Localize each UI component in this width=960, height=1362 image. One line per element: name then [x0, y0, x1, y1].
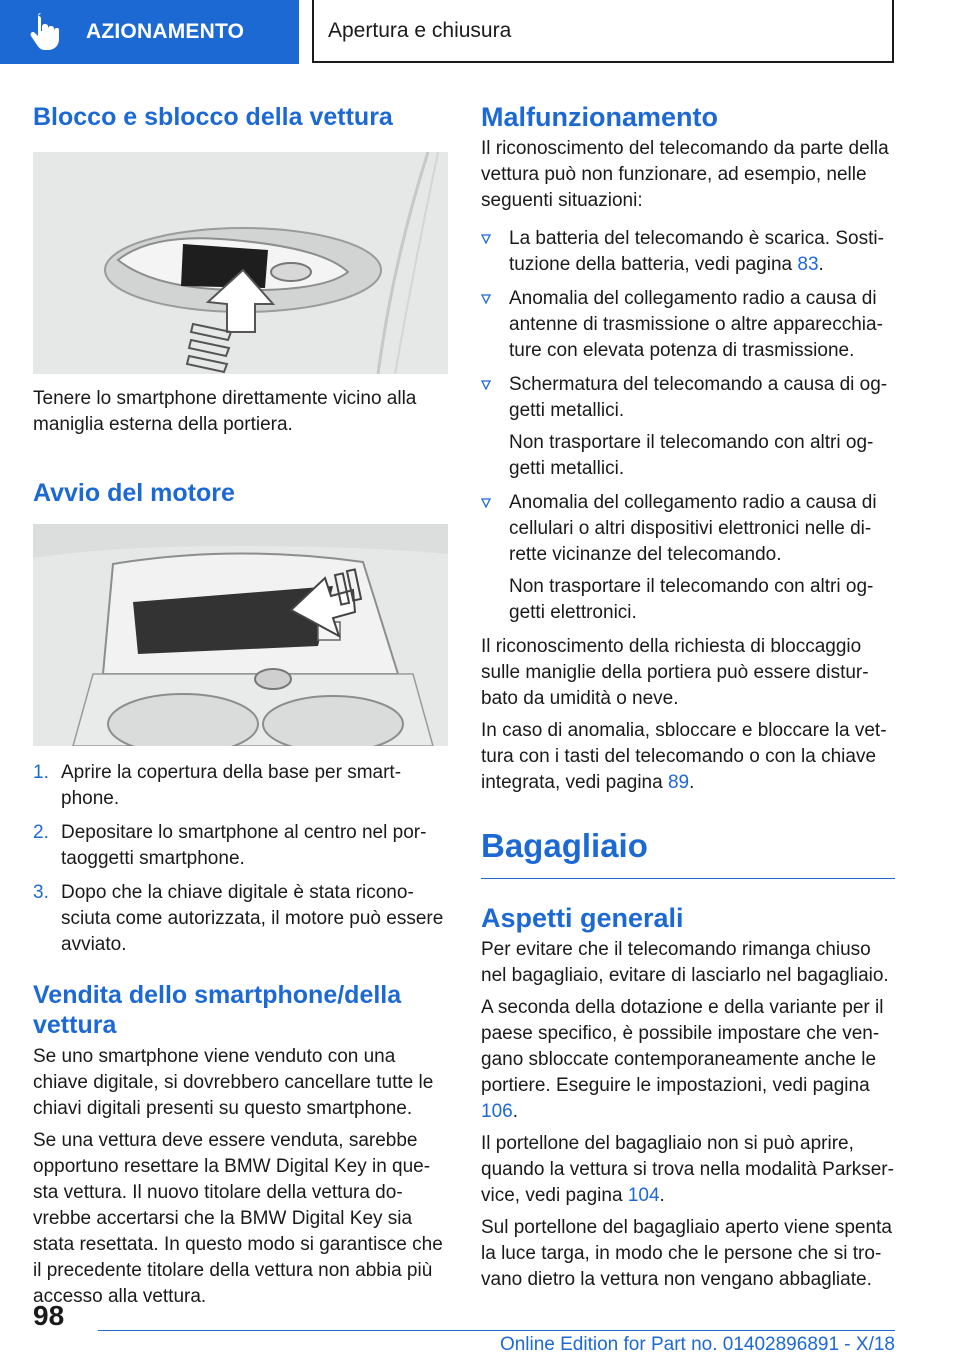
steps-list	[33, 760, 448, 958]
step-number: 1.	[33, 762, 49, 783]
right-column	[481, 96, 895, 1293]
chapter-title: Apertura e chiusura	[328, 18, 512, 42]
list-item	[33, 820, 448, 872]
list-item	[33, 760, 448, 812]
section-tab[interactable]	[0, 0, 299, 64]
heading-avvio: Avvio del motore	[33, 479, 235, 507]
bullet-text: Anomalia del collegamento radio a causa di antenne di trasmissione o altre apparecchiature con elevata potenza di trasmissione.	[509, 288, 883, 361]
step-text: Aprire la copertura della base per smartphone.	[61, 762, 402, 809]
list-item	[481, 286, 895, 364]
heading-aspetti-generali: Aspetti generali	[481, 903, 684, 933]
paragraph-vendita-2: Se una vettura deve essere venduta, sarebbe opportuno resettare la BMW Digital Key in questa vettura. Il nuovo titolare della vettura dovrebbe accertarsi che la BMW Digital Key sia stata resettata. In questo modo si garantisce che il precedente titolare della vettura non abbia più accesso alla vettura.	[33, 1130, 443, 1307]
triangle-bullet-icon	[481, 498, 491, 508]
bullet-text: Anomalia del collegamento radio a causa di cellulari o altri dispositivi elettronici nelle dirette vicinanze del telecomando.	[509, 492, 877, 565]
paragraph-malf-3: In caso di anomalia, sbloccare e bloccare la vettura con i tasti del telecomando o con la chiave integrata, vedi pagina 89.	[481, 720, 887, 793]
list-item	[481, 226, 895, 278]
heading-bagagliaio: Bagagliaio	[481, 826, 895, 879]
hand-pointer-icon	[24, 12, 64, 52]
page-link-106[interactable]: 106	[481, 1101, 513, 1122]
page-link-83[interactable]: 83	[797, 254, 819, 275]
bullet-text: Schermatura del telecomando a causa di oggetti metallici.	[509, 374, 888, 421]
paragraph-aspetti-3: Il portellone del bagagliaio non si può aprire, quando la vettura si trova nella modalità Parkservice, vedi pagina 104.	[481, 1133, 894, 1206]
left-column	[33, 96, 448, 1310]
step-number: 3.	[33, 882, 49, 903]
triangle-bullet-icon	[481, 234, 491, 244]
list-item	[481, 490, 895, 626]
page-link-104[interactable]: 104	[627, 1185, 660, 1206]
paragraph-vendita-1: Se uno smartphone viene venduto con una chiave digitale, si dovrebbero cancellare tutte le chiavi digitali presenti su questo smartphone.	[33, 1046, 434, 1119]
list-item	[481, 372, 895, 482]
heading-blocco: Blocco e sblocco della vettura	[33, 103, 393, 131]
step-number: 2.	[33, 822, 49, 843]
bullet-text: La batteria del telecomando è scarica. Sostituzione della batteria, vedi pagina 83.	[509, 228, 884, 275]
page-number: 98	[33, 1300, 65, 1331]
page-link-89[interactable]: 89	[667, 772, 690, 793]
bullet-note: Non trasportare il telecomando con altri oggetti metallici.	[509, 432, 874, 479]
heading-malfunzionamento: Malfunzionamento	[481, 102, 718, 132]
paragraph-malf-intro: Il riconoscimento del telecomando da parte della vettura può non funzionare, ad esempio, nelle seguenti situazioni:	[481, 138, 889, 211]
section-label: AZIONAMENTO	[86, 20, 245, 43]
list-item	[33, 880, 448, 958]
paragraph-aspetti-4: Sul portellone del bagagliaio aperto viene spenta la luce targa, in modo che le persone che si trovano dietro la vettura non vengano abbagliate.	[481, 1217, 892, 1290]
heading-vendita: Vendita dello smartphone/della vettura	[33, 981, 402, 1039]
door-handle-illustration	[33, 152, 448, 374]
bullet-note: Non trasportare il telecomando con altri oggetti elettronici.	[509, 576, 874, 623]
paragraph-blocco: Tenere lo smartphone direttamente vicino alla maniglia esterna della portiera.	[33, 388, 417, 435]
chapter-header	[312, 0, 894, 63]
footer-edition: Online Edition for Part no. 01402896891 - X/18	[499, 1334, 895, 1355]
step-text: Dopo che la chiave digitale è stata riconosciuta come autorizzata, il motore può essere avviato.	[61, 882, 444, 955]
step-text: Depositare lo smartphone al centro nel portaoggetti smartphone.	[61, 822, 427, 869]
paragraph-aspetti-2: A seconda della dotazione e della variante per il paese specifico, è possibile impostare che vengano sbloccate contemporaneamente anche le portiere. Eseguire le impostazioni, vedi pagina 106.	[481, 997, 884, 1122]
paragraph-aspetti-1: Per evitare che il telecomando rimanga chiuso nel bagagliaio, evitare di lasciarlo nel bagagliaio.	[481, 939, 889, 986]
triangle-bullet-icon	[481, 294, 491, 304]
paragraph-malf-2: Il riconoscimento della richiesta di bloccaggio sulle maniglie della portiera può essere disturbato da umidità o neve.	[481, 636, 869, 709]
malfunction-list	[481, 226, 895, 626]
footer-divider	[98, 1330, 895, 1331]
triangle-bullet-icon	[481, 380, 491, 390]
smartphone-tray-illustration	[33, 524, 448, 746]
